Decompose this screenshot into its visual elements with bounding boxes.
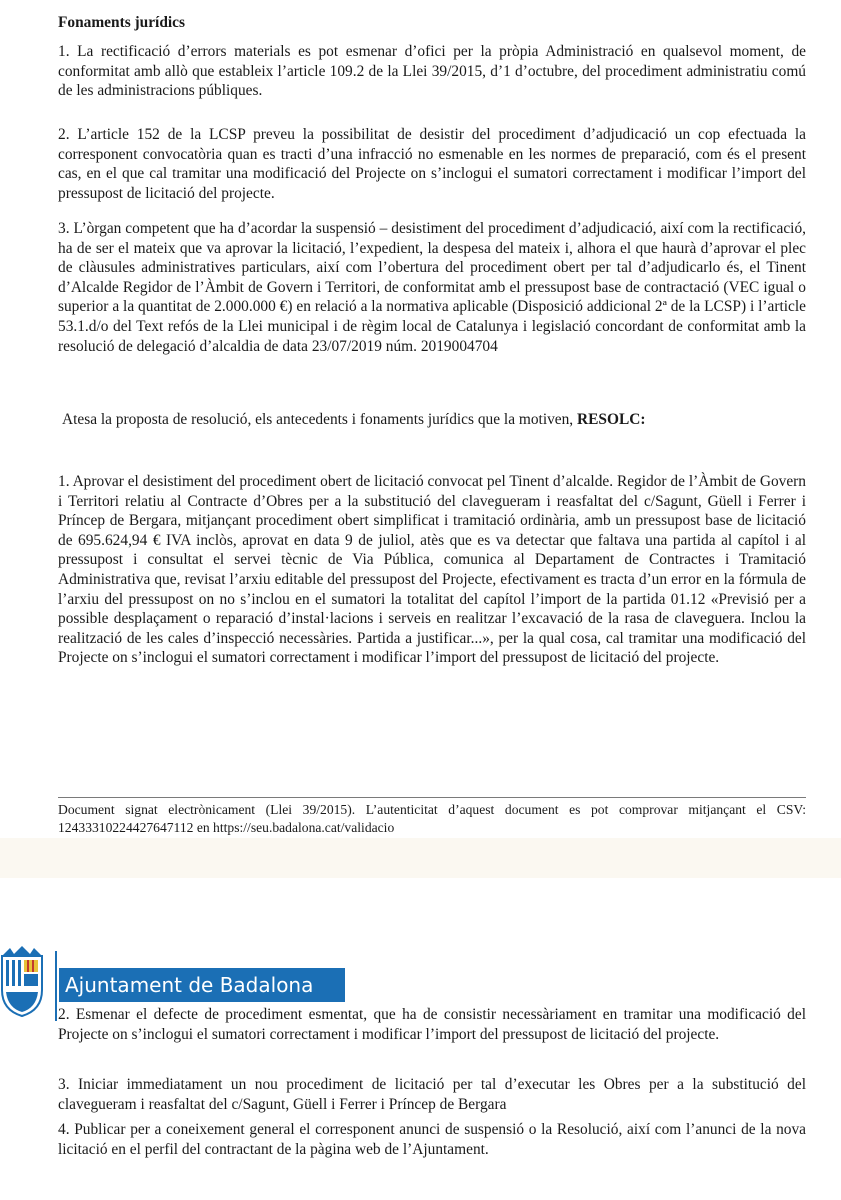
page-separator xyxy=(0,838,841,878)
legal-basis-paragraph-2: 2. L’article 152 de la LCSP preveu la possibilitat de desistir del procediment d’adjudicació un cop efectuada la corresponent convocatòria quan es tracti d’una infracció no esmenable en les normes de preparació, com és el present cas, en el que cal tramitar una modificació del Projecte on s’inclogui el sumatori correctament i modificar l’import del pressupost de licitació del projecte. xyxy=(58,126,806,202)
resolution-point-4: 4. Publicar per a coneixement general el corresponent anunci de suspensió o la Resolució, així com l’anunci de la nova licitació en el perfil del contractant de la pàgina web de l’Ajuntament. xyxy=(58,1121,806,1158)
resolution-point-3: 3. Iniciar immediatament un nou procediment de licitació per tal d’executar les Obres per a la substitució del clavegueram i reasfaltat del c/Sagunt, Güell i Ferrer i Príncep de Bergara xyxy=(58,1076,806,1113)
signature-footer: Document signat electrònicament (Llei 39/2015). L’autenticitat d’aquest document es pot comprovar mitjançant el CSV: 12433310224427647112 en https://seu.badalona.cat/validacio xyxy=(58,802,806,835)
resolve-keyword: RESOLC: xyxy=(577,411,646,428)
resolution-intro-text: Atesa la proposta de resolució, els antecedents i fonaments jurídics que la motiven, xyxy=(62,411,574,428)
header-accent-bar xyxy=(55,951,57,1021)
badalona-coat-of-arms-icon xyxy=(0,946,44,1018)
footer-divider xyxy=(58,797,806,798)
institution-banner: Ajuntament de Badalona xyxy=(59,968,345,1002)
section-heading: Fonaments jurídics xyxy=(58,14,185,31)
legal-basis-paragraph-3: 3. L’òrgan competent que ha d’acordar la suspensió – desistiment del procediment d’adjudicació, així com la rectificació, ha de ser el mateix que va aprovar la licitació, l’expedient, la despesa del mateix i, alhora el que haurà d’aprovar el plec de clàusules administratives particulars, així com l’obertura del procediment obert per tal d’adjudicarlo és, el Tinent d’Alcalde Regidor de l’Àmbit de Govern i Territori, de conformitat amb el pressupost base de contractació (VEC igual o superior a la quantitat de 2.000.000 €) en relació a la normativa aplicable (Disposició addicional 2ª de la LCSP) i l’article 53.1.d/o del Text refós de la Llei municipal i de règim local de Catalunya i legislació concordant de conformitat amb la resolució de delegació d’alcaldia de data 23/07/2019 núm. 2019004704 xyxy=(58,220,806,355)
legal-basis-paragraph-1: 1. La rectificació d’errors materials es pot esmenar d’ofici per la pròpia Administració en qualsevol moment, de conformitat amb allò que estableix l’article 109.2 de la Llei 39/2015, d’1 d’octubre, del procediment administratiu comú de les administracions públiques. xyxy=(58,43,806,100)
resolution-intro xyxy=(62,411,645,429)
resolution-point-1: 1. Aprovar el desistiment del procediment obert de licitació convocat pel Tinent d’alcalde. Regidor de l’Àmbit de Govern i Territori relatiu al Contracte d’Obres per a la substitució del clavegueram i reasfaltat del c/Sagunt, Güell i Ferrer i Príncep de Bergara, mitjançant procediment obert simplificat i tramitació ordinària, amb un pressupost base de licitació de 695.624,94 € IVA inclòs, aprovat en data 9 de juliol, atès que es va detectar que faltava una partida al capítol i al pressupost i consultat el servei tècnic de Via Pública, comunica al Departament de Contractes i Tramitació Administrativa que, revisat l’arxiu editable del pressupost del Projecte, efectivament es tracta d’un error en la fórmula de l’arxiu del pressupost on no s’inclou en el sumatori la totalitat del capítol l’import de la partida 01.12 «Previsió per a possible desplaçament o reparació d’instal·lacions i serveis en realitzar l’excavació de la rasa de claveguera. Inclou la realització de les cales d’inspecció necessàries. Partida a justificar...», per la qual cosa, cal tramitar una modificació del Projecte on s’inclogui el sumatori correctament i modificar l’import del pressupost de licitació del projecte. xyxy=(58,473,806,667)
resolution-point-2: 2. Esmenar el defecte de procediment esmentat, que ha de consistir necessàriament en tramitar una modificació del Projecte on s’inclogui el sumatori correctament i modificar l’import del pressupost de licitació del projecte. xyxy=(58,1006,806,1043)
